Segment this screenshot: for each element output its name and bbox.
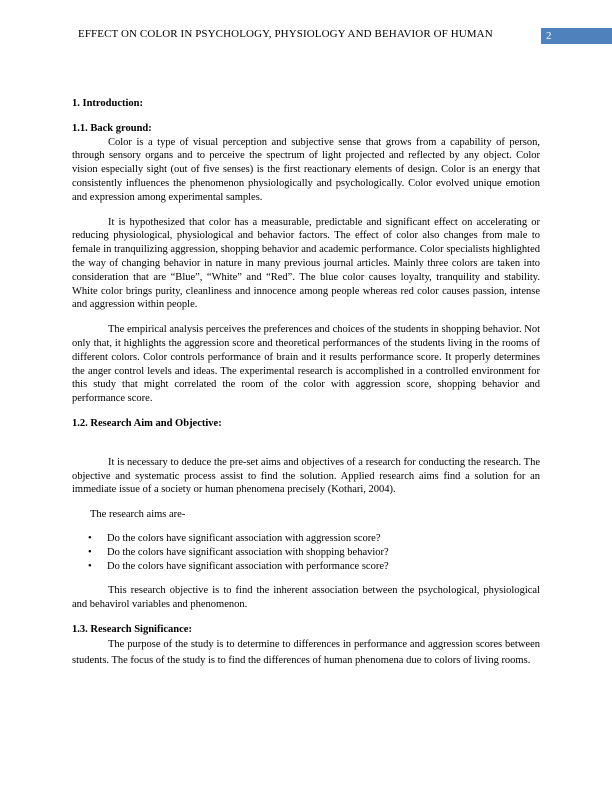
aims-intro: The research aims are- — [90, 509, 186, 521]
background-paragraph-3: The empirical analysis perceives the preferences and choices of the students in shopping behavior. Not only that, it highlights the aggression score and theoretical performances of the students living in the rooms of different colors. Color controls performance of brain and it results performance score. It properly determines the anger control levels and ideas. The experimental research is accomplished in a controlled environment for this study that might correlated the room of the color with aggression score, shopping behavior and performance score. — [72, 324, 540, 405]
running-head-title: EFFECT ON COLOR IN PSYCHOLOGY, PHYSIOLOGY AND BEHAVIOR OF HUMAN — [78, 28, 493, 40]
bullet-icon: • — [88, 560, 92, 572]
background-heading: 1.1. Back ground: — [72, 122, 152, 134]
background-paragraph-2: It is hypothesized that color has a measurable, predictable and significant effect on accelerating or reducing physiological, physiological and behavior factors. The effect of color also changes from male to female in tranquilizing aggression, shopping behavior and academic performance. Color specialists highlighted the way of changing behavior in nature in many previous journal articles. Mainly three colors are taken into consideration that are “Blue”, “White” and “Red”. The blue color causes loyalty, tranquility and stability. White color brings purity, cleanliness and innocence among people whereas red color causes passion, intense and aggression within people. — [72, 216, 540, 311]
document-body — [72, 97, 540, 669]
background-paragraph-1: Color is a type of visual perception and subjective sense that grows from a capability of person, through sensory organs and to perceive the spectrum of light projected and reflected by any object. Color vision especially sight (out of five senses) is the first reactionary elements of design. Color is an energy that consistently influences the phenomenon physiologically and psychologically. Color evolved unique emotion and expression among experimental samples. — [72, 136, 540, 203]
aim-paragraph: It is necessary to deduce the pre-set aims and objectives of a research for conducting the research. The objective and systematic process assist to find the solution. Applied research aims find a solution for an immediate issue of a society or human phenomena precisely (Kothari, 2004). — [72, 456, 540, 496]
list-item: • Do the colors have significant association with aggression score? — [88, 532, 381, 544]
bullet-icon: • — [88, 546, 92, 558]
objective-paragraph: This research objective is to find the inherent association between the psychological, physiological and behavirol variables and phenomenon. — [72, 585, 540, 611]
list-item: • Do the colors have significant association with shopping behavior? — [88, 546, 389, 558]
bullet-icon: • — [88, 532, 92, 544]
page-number: 2 — [546, 30, 552, 42]
page-number-badge — [541, 28, 612, 44]
aims-list — [72, 532, 540, 573]
significance-paragraph: The purpose of the study is to determine to differences in performance and aggression scores between students. The focus of the study is to find the differences of human phenomena due to colors of living rooms. — [72, 638, 540, 666]
list-item: • Do the colors have significant association with performance score? — [88, 560, 389, 572]
significance-heading: 1.3. Research Significance: — [72, 623, 192, 635]
introduction-heading: 1. Introduction: — [72, 98, 143, 109]
aim-heading: 1.2. Research Aim and Objective: — [72, 417, 222, 429]
page-header — [0, 28, 612, 44]
